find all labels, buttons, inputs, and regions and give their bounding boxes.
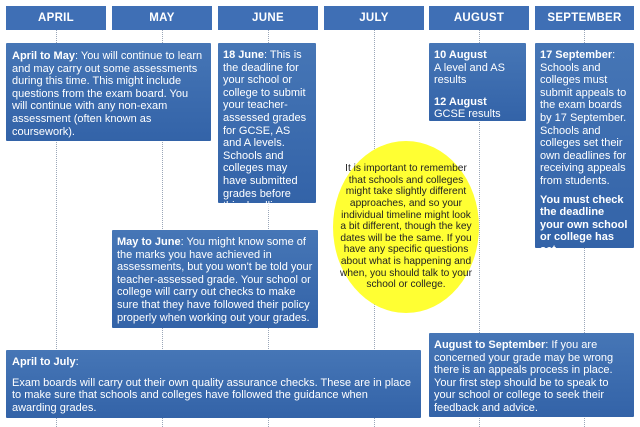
card-17-september-text: : Schools and colleges must submit appeals to the exam boards by 17 September. Schools and colleges set their own deadlines for receiving appeals from students.	[540, 49, 627, 187]
card-18-june	[218, 43, 316, 213]
card-august-to-september	[429, 333, 634, 417]
card-august-to-september-text: : If you are concerned your grade may be wrong there is an appeals process in place. Your first step should be to speak to your school or college to seek their feedback and advice.	[434, 339, 614, 414]
card-18-june-text: : This is the deadline for your school or college to submit your teacher-assessed grades for GCSE, AS and A levels. Schools and colleges may have submitted grades before this deadline.	[223, 49, 307, 213]
card-april-to-may-text: : You will continue to learn and may carry out some assessments during this time. This might include questions from the exam board. You will continue with any non-exam assessment (often known as coursework).	[12, 50, 203, 138]
card-april-to-july-colon: :	[75, 356, 79, 368]
month-header-june: JUNE	[218, 6, 318, 30]
month-header-april: APRIL	[6, 6, 106, 30]
card-april-to-july-heading: April to July	[12, 356, 76, 368]
card-april-to-july	[6, 350, 421, 418]
card-april-to-july-text: Exam boards will carry out their own quality assurance checks. These are in place to make sure that schools and colleges have followed the guidance when awarding grades.	[12, 376, 412, 414]
results-12-august-heading: 12 August	[434, 95, 487, 108]
card-17-september-emphasis: You must check the deadline your own school or college has set.	[540, 193, 628, 256]
month-header-may: MAY	[112, 6, 212, 30]
results-12-august-text: GCSE results	[434, 108, 501, 121]
card-may-to-june	[112, 230, 318, 328]
card-may-to-june-text: : You might know some of the marks you have achieved in assessments, but you won't be told your teacher-assessed grade. Your school or college will carry out checks to make sure that they have followed their policy properly when working out your grades.	[117, 236, 313, 324]
month-header-august: AUGUST	[429, 6, 529, 30]
card-april-to-july-title	[12, 356, 415, 369]
note-bubble-text: It is important to remember that schools and colleges might take slightly different approaches, and so your individual timeline might look a bit different, though the key dates will be the same. If you have any specific questions about what is happening and when, you should talk to your school or college.	[340, 163, 472, 291]
note-bubble	[333, 141, 479, 313]
card-august-results	[429, 43, 526, 121]
card-april-to-may	[6, 43, 211, 141]
card-17-september-heading: 17 September	[540, 49, 613, 61]
card-august-to-september-heading: August to September	[434, 339, 546, 351]
results-10-august	[434, 49, 521, 87]
card-18-june-heading: 18 June	[223, 49, 264, 61]
month-header-july: JULY	[324, 6, 424, 30]
card-may-to-june-heading: May to June	[117, 236, 181, 248]
results-10-august-heading: 10 August	[434, 49, 487, 61]
card-april-to-may-heading: April to May	[12, 50, 75, 62]
card-17-september	[535, 43, 634, 256]
month-header-september: SEPTEMBER	[535, 6, 634, 30]
results-12-august	[434, 96, 521, 121]
results-10-august-text: A level and AS results	[434, 61, 505, 87]
